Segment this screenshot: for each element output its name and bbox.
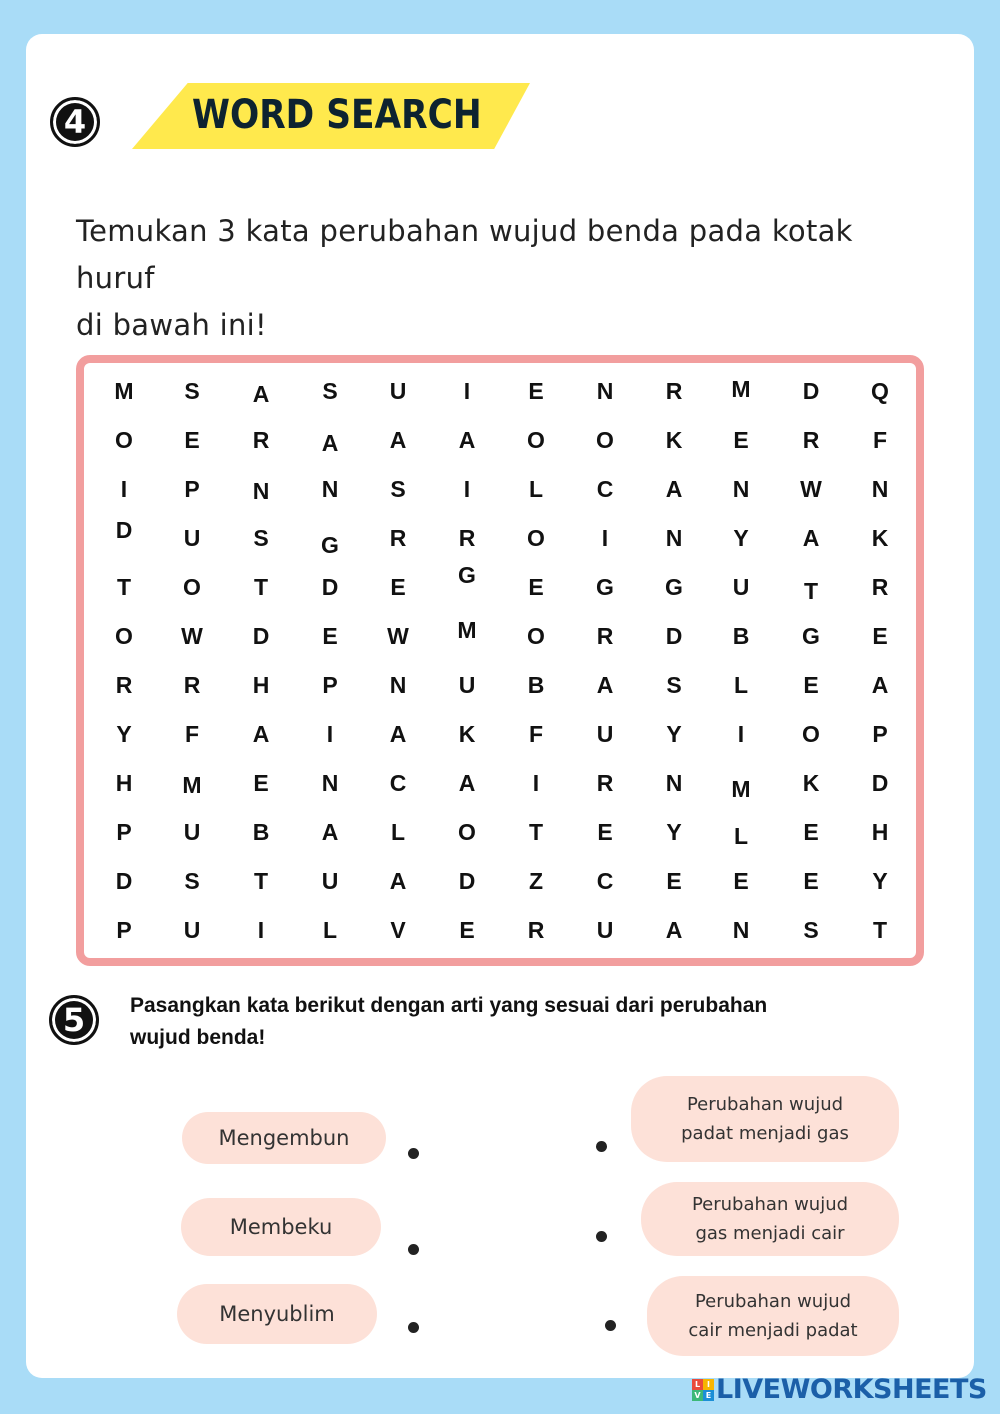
grid-letter-r4-c4[interactable]: G xyxy=(321,532,339,558)
grid-letter-r1-c2[interactable]: S xyxy=(184,378,200,404)
grid-letter-r4-c2[interactable]: U xyxy=(183,525,201,551)
grid-letter-r10-c11[interactable]: E xyxy=(803,819,819,845)
grid-letter-r8-c9[interactable]: Y xyxy=(666,721,682,747)
grid-letter-r1-c1[interactable]: M xyxy=(114,378,134,404)
grid-letter-r4-c9[interactable]: N xyxy=(665,525,683,551)
grid-letter-r3-c7[interactable]: L xyxy=(528,476,544,502)
grid-letter-r3-c3[interactable]: N xyxy=(252,478,270,504)
grid-letter-r6-c12[interactable]: E xyxy=(872,623,888,649)
grid-letter-r11-c7[interactable]: Z xyxy=(528,868,544,894)
grid-letter-r6-c8[interactable]: R xyxy=(596,623,614,649)
grid-letter-r12-c12[interactable]: T xyxy=(872,917,888,943)
grid-letter-r9-c3[interactable]: E xyxy=(253,770,269,796)
grid-letter-r8-c11[interactable]: O xyxy=(802,721,820,747)
grid-letter-r8-c5[interactable]: A xyxy=(389,721,407,747)
grid-letter-r9-c1[interactable]: H xyxy=(115,770,133,796)
grid-letter-r12-c8[interactable]: U xyxy=(596,917,614,943)
match-left-menyublim[interactable]: Menyublim xyxy=(177,1284,377,1344)
grid-letter-r6-c7[interactable]: O xyxy=(527,623,545,649)
grid-letter-r4-c3[interactable]: S xyxy=(253,525,269,551)
grid-letter-r8-c7[interactable]: F xyxy=(528,721,544,747)
grid-letter-r11-c12[interactable]: Y xyxy=(872,868,888,894)
grid-letter-r12-c6[interactable]: E xyxy=(459,917,475,943)
grid-letter-r5-c6[interactable]: G xyxy=(458,562,476,588)
grid-letter-r5-c2[interactable]: O xyxy=(183,574,201,600)
grid-letter-r2-c6[interactable]: A xyxy=(458,427,476,453)
match-right-2-line-1: Perubahan wujud xyxy=(691,1194,849,1215)
liveworksheets-icon xyxy=(692,1379,714,1401)
grid-letter-r9-c7[interactable]: I xyxy=(532,770,540,796)
logo-square-2: I xyxy=(703,1379,714,1390)
grid-letter-r4-c1[interactable]: D xyxy=(115,517,133,543)
grid-letter-r7-c4[interactable]: P xyxy=(322,672,338,698)
grid-letter-r2-c11[interactable]: R xyxy=(802,427,820,453)
section-5-instruction xyxy=(130,990,910,1054)
match-dot-left-2[interactable] xyxy=(408,1244,419,1255)
match-right-3-line-1: Perubahan wujud xyxy=(694,1291,852,1312)
section-4-instruction xyxy=(76,208,936,349)
grid-letter-r5-c1[interactable]: T xyxy=(116,574,132,600)
grid-letter-r8-c12[interactable]: P xyxy=(872,721,888,747)
grid-letter-r1-c12[interactable]: Q xyxy=(871,378,889,404)
grid-letter-r7-c8[interactable]: A xyxy=(596,672,614,698)
grid-letter-r8-c2[interactable]: F xyxy=(184,721,200,747)
grid-letter-r4-c11[interactable]: A xyxy=(802,525,820,551)
grid-letter-r8-c1[interactable]: Y xyxy=(116,721,132,747)
grid-letter-r10-c10[interactable]: L xyxy=(733,823,749,849)
grid-letter-r8-c10[interactable]: I xyxy=(737,721,745,747)
match-dot-right-1[interactable] xyxy=(596,1141,607,1152)
instruction-line-2: di bawah ini! xyxy=(76,308,267,342)
grid-letter-r6-c4[interactable]: E xyxy=(322,623,338,649)
grid-letter-r11-c2[interactable]: S xyxy=(184,868,200,894)
grid-letter-r6-c6[interactable]: M xyxy=(457,617,477,643)
grid-letter-r12-c1[interactable]: P xyxy=(116,917,132,943)
grid-letter-r9-c12[interactable]: D xyxy=(871,770,889,796)
grid-letter-r9-c4[interactable]: N xyxy=(321,770,339,796)
grid-letter-r3-c8[interactable]: C xyxy=(596,476,614,502)
grid-letter-r11-c5[interactable]: A xyxy=(389,868,407,894)
grid-letter-r7-c11[interactable]: E xyxy=(803,672,819,698)
grid-letter-r10-c12[interactable]: H xyxy=(871,819,889,845)
grid-letter-r12-c10[interactable]: N xyxy=(732,917,750,943)
grid-letter-r11-c9[interactable]: E xyxy=(666,868,682,894)
grid-letter-r7-c5[interactable]: N xyxy=(389,672,407,698)
grid-letter-r2-c2[interactable]: E xyxy=(184,427,200,453)
grid-letter-r8-c6[interactable]: K xyxy=(458,721,476,747)
grid-letter-r9-c2[interactable]: M xyxy=(182,772,202,798)
grid-letter-r1-c4[interactable]: S xyxy=(322,378,338,404)
grid-letter-r1-c10[interactable]: M xyxy=(731,376,751,402)
grid-letter-r11-c1[interactable]: D xyxy=(115,868,133,894)
grid-letter-r7-c1[interactable]: R xyxy=(115,672,133,698)
match-right-padat-gas[interactable] xyxy=(631,1076,899,1162)
grid-letter-r3-c12[interactable]: N xyxy=(871,476,889,502)
grid-letter-r7-c9[interactable]: S xyxy=(666,672,682,698)
grid-letter-r8-c4[interactable]: I xyxy=(326,721,334,747)
grid-letter-r2-c8[interactable]: O xyxy=(596,427,614,453)
grid-letter-r6-c10[interactable]: B xyxy=(732,623,750,649)
grid-letter-r2-c9[interactable]: K xyxy=(665,427,683,453)
match-left-mengembun[interactable]: Mengembun xyxy=(182,1112,386,1164)
grid-letter-r12-c11[interactable]: S xyxy=(803,917,819,943)
grid-letter-r2-c7[interactable]: O xyxy=(527,427,545,453)
grid-letter-r7-c6[interactable]: U xyxy=(458,672,476,698)
grid-letter-r11-c10[interactable]: E xyxy=(733,868,749,894)
grid-letter-r10-c1[interactable]: P xyxy=(116,819,132,845)
grid-letter-r10-c4[interactable]: A xyxy=(321,819,339,845)
grid-letter-r11-c6[interactable]: D xyxy=(458,868,476,894)
liveworksheets-logo[interactable] xyxy=(692,1375,987,1405)
grid-letter-r6-c9[interactable]: D xyxy=(665,623,683,649)
grid-letter-r2-c12[interactable]: F xyxy=(872,427,888,453)
grid-letter-r12-c7[interactable]: R xyxy=(527,917,545,943)
grid-letter-r10-c2[interactable]: U xyxy=(183,819,201,845)
grid-letter-r3-c2[interactable]: P xyxy=(184,476,200,502)
grid-letter-r7-c12[interactable]: A xyxy=(871,672,889,698)
grid-letter-r6-c1[interactable]: O xyxy=(115,623,133,649)
section-5-number: 5 xyxy=(49,995,99,1045)
grid-letter-r3-c9[interactable]: A xyxy=(665,476,683,502)
logo-square-4: E xyxy=(703,1390,714,1401)
grid-letter-r10-c3[interactable]: B xyxy=(252,819,270,845)
grid-letter-r7-c10[interactable]: L xyxy=(733,672,749,698)
match-left-membeku[interactable]: Membeku xyxy=(181,1198,381,1256)
grid-letter-r5-c3[interactable]: T xyxy=(253,574,269,600)
grid-letter-r1-c8[interactable]: N xyxy=(596,378,614,404)
grid-letter-r9-c8[interactable]: R xyxy=(596,770,614,796)
word-search-title: WORD SEARCH xyxy=(192,92,482,138)
match-dot-left-1[interactable] xyxy=(408,1148,419,1159)
grid-letter-r3-c5[interactable]: S xyxy=(390,476,406,502)
match-right-gas-cair[interactable] xyxy=(641,1182,899,1256)
grid-letter-r10-c5[interactable]: L xyxy=(390,819,406,845)
grid-letter-r3-c10[interactable]: N xyxy=(732,476,750,502)
grid-letter-r3-c6[interactable]: I xyxy=(463,476,471,502)
grid-letter-r7-c7[interactable]: B xyxy=(527,672,545,698)
grid-letter-r9-c10[interactable]: M xyxy=(731,776,751,802)
grid-letter-r8-c8[interactable]: U xyxy=(596,721,614,747)
grid-letter-r11-c11[interactable]: E xyxy=(803,868,819,894)
grid-letter-r11-c4[interactable]: U xyxy=(321,868,339,894)
section-4-number: 4 xyxy=(50,97,100,147)
grid-letter-r3-c11[interactable]: W xyxy=(800,476,822,502)
grid-letter-r10-c6[interactable]: O xyxy=(458,819,476,845)
grid-letter-r6-c3[interactable]: D xyxy=(252,623,270,649)
grid-letter-r2-c10[interactable]: E xyxy=(733,427,749,453)
grid-letter-r4-c6[interactable]: R xyxy=(458,525,476,551)
match-dot-right-3[interactable] xyxy=(605,1320,616,1331)
grid-letter-r5-c8[interactable]: G xyxy=(596,574,614,600)
match-right-cair-padat[interactable] xyxy=(647,1276,899,1356)
grid-letter-r5-c5[interactable]: E xyxy=(390,574,406,600)
grid-letter-r12-c4[interactable]: L xyxy=(322,917,338,943)
q5-line-2: wujud benda! xyxy=(130,1026,266,1049)
grid-letter-r12-c5[interactable]: V xyxy=(390,917,406,943)
grid-letter-r4-c8[interactable]: I xyxy=(601,525,609,551)
grid-letter-r11-c3[interactable]: T xyxy=(253,868,269,894)
grid-letter-r4-c10[interactable]: Y xyxy=(733,525,749,551)
grid-letter-r4-c12[interactable]: K xyxy=(871,525,889,551)
grid-letter-r2-c4[interactable]: A xyxy=(321,430,339,456)
grid-letter-r1-c11[interactable]: D xyxy=(802,378,820,404)
grid-letter-r8-c3[interactable]: A xyxy=(252,721,270,747)
match-right-1-line-1: Perubahan wujud xyxy=(686,1094,844,1115)
grid-letter-r9-c5[interactable]: C xyxy=(389,770,407,796)
grid-letter-r12-c9[interactable]: A xyxy=(665,917,683,943)
grid-letter-r9-c11[interactable]: K xyxy=(802,770,820,796)
grid-letter-r2-c3[interactable]: R xyxy=(252,427,270,453)
grid-letter-r12-c2[interactable]: U xyxy=(183,917,201,943)
grid-letter-r10-c9[interactable]: Y xyxy=(666,819,682,845)
grid-letter-r1-c5[interactable]: U xyxy=(389,378,407,404)
grid-letter-r1-c9[interactable]: R xyxy=(665,378,683,404)
match-dot-right-2[interactable] xyxy=(596,1231,607,1242)
grid-letter-r12-c3[interactable]: I xyxy=(257,917,265,943)
grid-letter-r4-c5[interactable]: R xyxy=(389,525,407,551)
grid-letter-r7-c2[interactable]: R xyxy=(183,672,201,698)
grid-letter-r6-c5[interactable]: W xyxy=(387,623,409,649)
grid-letter-r2-c1[interactable]: O xyxy=(115,427,133,453)
grid-letter-r5-c12[interactable]: R xyxy=(871,574,889,600)
grid-letter-r10-c8[interactable]: E xyxy=(597,819,613,845)
match-right-3-line-2: cair menjadi padat xyxy=(688,1320,858,1341)
grid-letter-r1-c7[interactable]: E xyxy=(528,378,544,404)
q5-line-1: Pasangkan kata berikut dengan arti yang sesuai dari perubahan xyxy=(130,994,768,1017)
match-right-1-line-2: padat menjadi gas xyxy=(681,1123,849,1144)
grid-letter-r5-c9[interactable]: G xyxy=(665,574,683,600)
grid-letter-r9-c6[interactable]: A xyxy=(458,770,476,796)
instruction-line-1: Temukan 3 kata perubahan wujud benda pada kotak huruf xyxy=(76,214,853,295)
logo-square-1: L xyxy=(692,1379,703,1390)
grid-letter-r11-c8[interactable]: C xyxy=(596,868,614,894)
grid-letter-r1-c3[interactable]: A xyxy=(252,381,270,407)
match-right-2-line-2: gas menjadi cair xyxy=(695,1223,845,1244)
grid-letter-r5-c10[interactable]: U xyxy=(732,574,750,600)
grid-letter-r10-c7[interactable]: T xyxy=(528,819,544,845)
grid-letter-r1-c6[interactable]: I xyxy=(463,378,471,404)
grid-letter-r5-c4[interactable]: D xyxy=(321,574,339,600)
grid-letter-r2-c5[interactable]: A xyxy=(389,427,407,453)
grid-letter-r5-c7[interactable]: E xyxy=(528,574,544,600)
logo-square-3: V xyxy=(692,1390,703,1401)
grid-letter-r3-c1[interactable]: I xyxy=(120,476,128,502)
grid-letter-r7-c3[interactable]: H xyxy=(252,672,270,698)
grid-letter-r6-c2[interactable]: W xyxy=(181,623,203,649)
match-dot-left-3[interactable] xyxy=(408,1322,419,1333)
grid-letter-r3-c4[interactable]: N xyxy=(321,476,339,502)
grid-letter-r9-c9[interactable]: N xyxy=(665,770,683,796)
liveworksheets-brand: LIVEWORKSHEETS xyxy=(716,1374,987,1405)
grid-letter-r4-c7[interactable]: O xyxy=(527,525,545,551)
grid-letter-r5-c11[interactable]: T xyxy=(803,578,819,604)
grid-letter-r6-c11[interactable]: G xyxy=(802,623,820,649)
